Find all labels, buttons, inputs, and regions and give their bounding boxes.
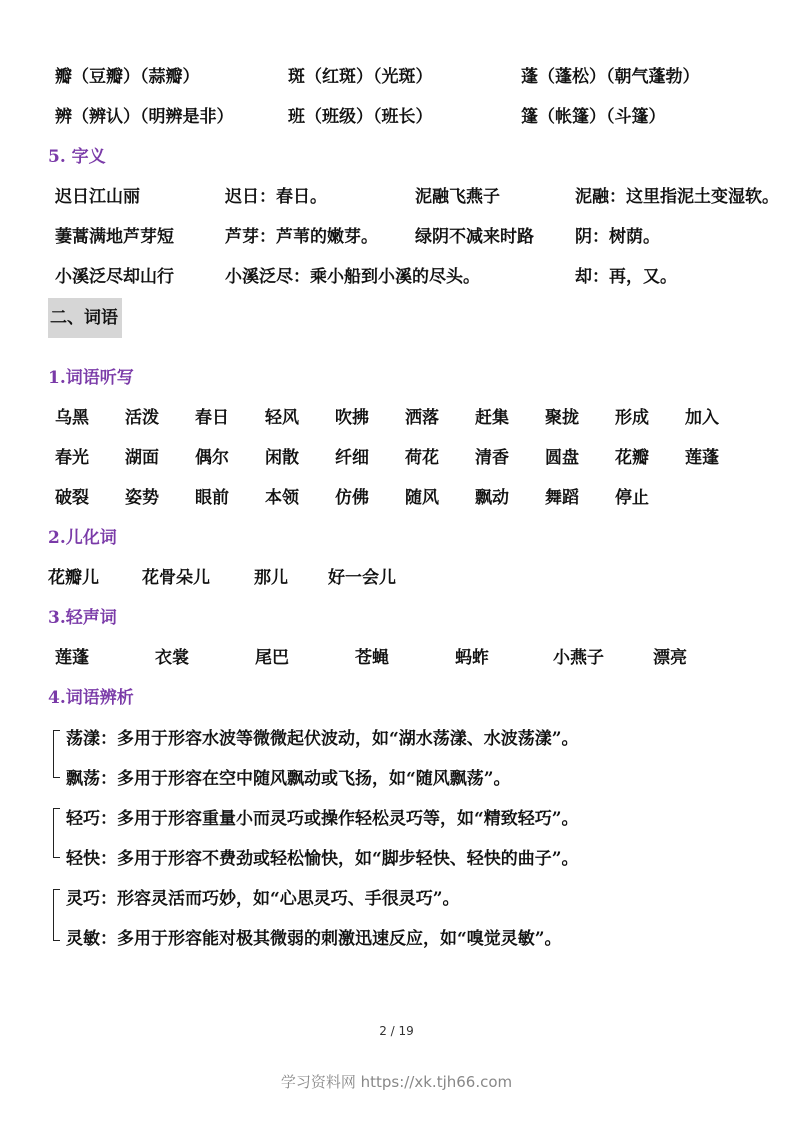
- zi-yi-heading: 5. 字义: [48, 147, 106, 167]
- dictation-word: 荷花: [405, 448, 439, 468]
- char-entry: 瓣（豆瓣）（蒜瓣）: [55, 67, 200, 87]
- word-meaning: 阴：树荫。: [575, 227, 660, 247]
- dictation-word: 姿势: [125, 488, 159, 508]
- word-definition: 轻巧：多用于形容重量小而灵巧或操作轻松灵巧等，如“精致轻巧”。: [66, 809, 579, 829]
- erhua-word: 花骨朵儿: [142, 568, 210, 588]
- word-definition: 轻快：多用于形容不费劲或轻松愉快，如“脚步轻快、轻快的曲子”。: [66, 849, 579, 869]
- word-meaning: 却：再，又。: [575, 267, 677, 287]
- char-entry: 斑（红斑）（光斑）: [288, 67, 433, 87]
- char-entry: 蓬（蓬松）（朝气蓬勃）: [521, 67, 700, 87]
- dictation-word: 聚拢: [545, 408, 579, 428]
- bianxi-heading: 4.词语辨析: [48, 688, 134, 708]
- section-title: 二、词语: [48, 298, 122, 338]
- word-meaning: 迟日：春日。: [225, 187, 327, 207]
- qingsheng-word: 小燕子: [553, 648, 604, 668]
- poem-line: 迟日江山丽: [55, 187, 140, 207]
- word-definition: 灵巧：形容灵活而巧妙，如“心思灵巧、手很灵巧”。: [66, 889, 460, 909]
- qingsheng-word: 漂亮: [653, 648, 687, 668]
- dictation-word: 赶集: [475, 408, 509, 428]
- erhua-heading: 2.儿化词: [48, 528, 117, 548]
- dictation-word: 春日: [195, 408, 229, 428]
- qingsheng-word: 苍蝇: [355, 648, 389, 668]
- erhua-word: 好一会儿: [328, 568, 396, 588]
- erhua-word: 花瓣儿: [48, 568, 99, 588]
- dictation-word: 本领: [265, 488, 299, 508]
- poem-line: 萋蒿满地芦芽短: [55, 227, 174, 247]
- word-definition: 灵敏：多用于形容能对极其微弱的刺激迅速反应，如“嗅觉灵敏”。: [66, 929, 562, 949]
- page-number: 2 / 19: [379, 1024, 414, 1038]
- dictation-word: 停止: [615, 488, 649, 508]
- word-meaning: 芦芽：芦苇的嫩芽。: [225, 227, 378, 247]
- poem-line: 泥融飞燕子: [415, 187, 500, 207]
- char-entry: 班（班级）（班长）: [288, 107, 433, 127]
- dictation-word: 随风: [405, 488, 439, 508]
- dictation-word: 吹拂: [335, 408, 369, 428]
- poem-line: 绿阴不减来时路: [415, 227, 534, 247]
- dictation-word: 破裂: [55, 488, 89, 508]
- word-definition: 飘荡：多用于形容在空中随风飘动或飞扬，如“随风飘荡”。: [66, 769, 511, 789]
- comparison-bracket: [53, 730, 60, 778]
- word-meaning: 小溪泛尽：乘小船到小溪的尽头。: [225, 267, 480, 287]
- dictation-word: 眼前: [195, 488, 229, 508]
- dictation-word: 花瓣: [615, 448, 649, 468]
- dictation-word: 清香: [475, 448, 509, 468]
- dictation-word: 活泼: [125, 408, 159, 428]
- char-entry: 辨（辨认）（明辨是非）: [55, 107, 234, 127]
- footer-watermark: 学习资料网 https://xk.tjh66.com: [280, 1073, 513, 1091]
- qingsheng-word: 蚂蚱: [455, 648, 489, 668]
- qingsheng-word: 尾巴: [255, 648, 289, 668]
- comparison-bracket: [53, 889, 60, 941]
- char-entry: 篷（帐篷）（斗篷）: [521, 107, 666, 127]
- dictation-word: 纤细: [335, 448, 369, 468]
- qingsheng-heading: 3.轻声词: [48, 608, 117, 628]
- dictation-word: 春光: [55, 448, 89, 468]
- dictation-word: 洒落: [405, 408, 439, 428]
- dictation-word: 飘动: [475, 488, 509, 508]
- word-definition: 荡漾：多用于形容水波等微微起伏波动，如“湖水荡漾、水波荡漾”。: [66, 729, 579, 749]
- dictation-word: 乌黑: [55, 408, 89, 428]
- dictation-word: 莲蓬: [685, 448, 719, 468]
- dictation-word: 偶尔: [195, 448, 229, 468]
- dictation-word: 舞蹈: [545, 488, 579, 508]
- qingsheng-word: 莲蓬: [55, 648, 89, 668]
- dictation-heading: 1.词语听写: [48, 368, 134, 388]
- dictation-word: 圆盘: [545, 448, 579, 468]
- dictation-word: 轻风: [265, 408, 299, 428]
- comparison-bracket: [53, 808, 60, 858]
- poem-line: 小溪泛尽却山行: [55, 267, 174, 287]
- dictation-word: 仿佛: [335, 488, 369, 508]
- dictation-word: 形成: [615, 408, 649, 428]
- qingsheng-word: 衣裳: [155, 648, 189, 668]
- dictation-word: 闲散: [265, 448, 299, 468]
- dictation-word: 加入: [685, 408, 719, 428]
- word-meaning: 泥融：这里指泥土变湿软。: [575, 187, 779, 207]
- dictation-word: 湖面: [125, 448, 159, 468]
- erhua-word: 那儿: [254, 568, 288, 588]
